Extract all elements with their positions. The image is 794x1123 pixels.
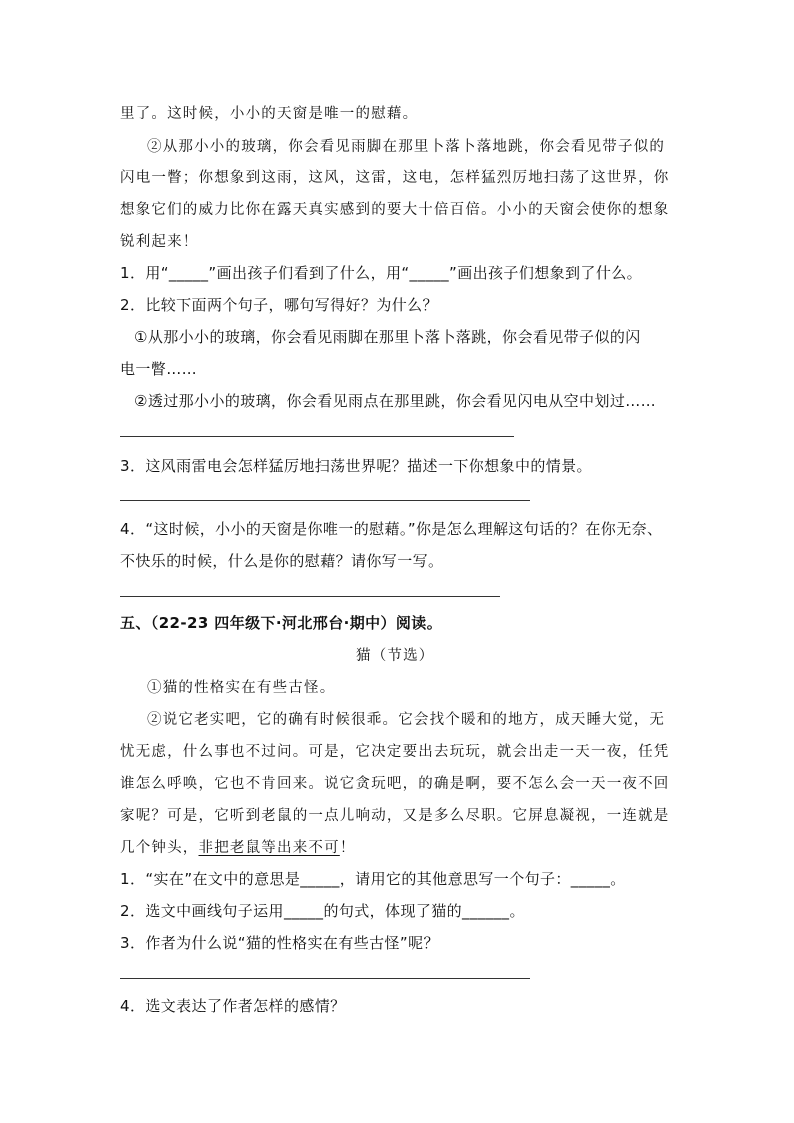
- passage-paragraph-line: 忧无虑，什么事也不过问。可是，它决定要出去玩玩，就会出走一天一夜，任凭: [120, 744, 670, 760]
- section-heading: 五、（22-23 四年级下·河北邢台·期中）阅读。: [120, 614, 443, 632]
- question-2-sentence-1: ①从那小小的玻璃，你会看见雨脚在那里卜落卜落跳，你会看见带子似的闪: [134, 328, 641, 346]
- answer-line[interactable]: [120, 978, 530, 979]
- question-1: 1．用“_____”画出孩子们看到了什么，用“_____”画出孩子们想象到了什么。: [120, 264, 643, 282]
- plain-text: ！: [339, 840, 356, 856]
- passage-paragraph-1: ①猫的性格实在有些古怪。: [147, 680, 336, 696]
- plain-text: 几个钟头，: [120, 840, 199, 856]
- passage-paragraph-tail: 里了。这时候，小小的天窗是唯一的慰藉。: [120, 106, 419, 122]
- underlined-sentence: 非把老鼠等出来不可: [198, 840, 340, 856]
- question-3: 3．作者为什么说“猫的性格实在有些古怪”呢？: [120, 934, 439, 952]
- question-2-sentence-2: ②透过那小小的玻璃，你会看见雨点在那里跳，你会看见闪电从空中划过……: [134, 392, 657, 410]
- question-4-cont: 不快乐的时候，什么是你的慰藉？请你写一写。: [120, 552, 444, 570]
- question-4: 4．选文表达了作者怎样的感情？: [120, 997, 346, 1015]
- passage-paragraph-last-line: [120, 836, 356, 857]
- question-3: 3．这风雨雷电会怎样猛厉地扫荡世界呢？描述一下你想象中的情景。: [120, 457, 592, 475]
- passage-paragraph-line: 锐利起来！: [120, 234, 199, 250]
- question-2: 2．比较下面两个句子，哪句写得好？为什么？: [120, 296, 438, 314]
- passage-paragraph-line: ②从那小小的玻璃，你会看见雨脚在那里卜落卜落地跳，你会看见带子似的: [147, 139, 666, 155]
- passage-paragraph-line: 闪电一瞥；你想象到这雨，这风，这雷，这电，怎样猛烈厉地扫荡了这世界，你: [120, 170, 670, 186]
- passage-title: 猫（节选）: [356, 648, 435, 664]
- passage-paragraph-line: 家呢？可是，它听到老鼠的一点儿响动，又是多么尽职。它屏息凝视，一连就是: [120, 808, 670, 824]
- passage-paragraph-line: 想象它们的威力比你在露天真实感到的要大十倍百倍。小小的天窗会使你的想象: [120, 202, 670, 218]
- answer-line[interactable]: [120, 596, 500, 597]
- answer-line[interactable]: [120, 500, 530, 501]
- passage-paragraph-line: ②说它老实吧，它的确有时候很乖。它会找个暖和的地方，成天睡大觉，无: [147, 712, 666, 728]
- passage-paragraph-line: 谁怎么呼唤，它也不肯回来。说它贪玩吧，的确是啊，要不怎么会一天一夜不回: [120, 776, 670, 792]
- question-4: 4．“这时候，小小的天窗是你唯一的慰藉。”你是怎么理解这句话的？在你无奈、: [120, 520, 663, 538]
- question-1: 1．“实在”在文中的意思是_____，请用它的其他意思写一个句子：_____。: [120, 870, 626, 888]
- question-2: 2．选文中画线句子运用_____的句式，体现了猫的______。: [120, 902, 525, 920]
- question-2-sentence-1-cont: 电一瞥……: [120, 360, 198, 378]
- answer-line[interactable]: [120, 436, 514, 437]
